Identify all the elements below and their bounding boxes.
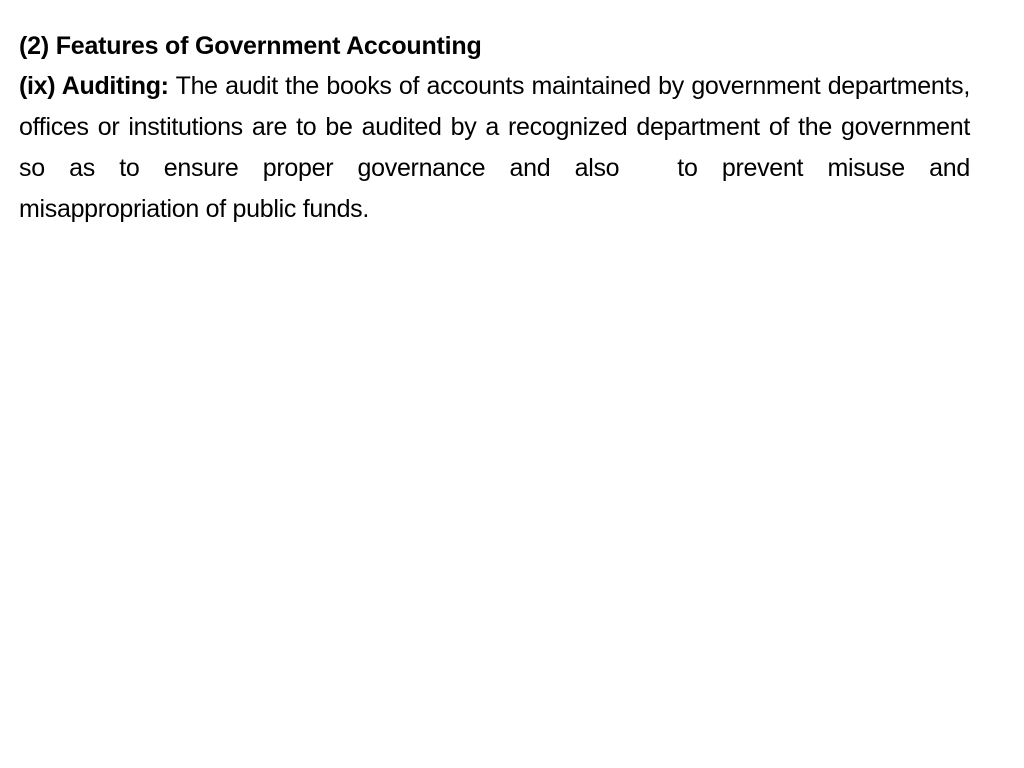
- auditing-term: (ix) Auditing:: [19, 72, 169, 100]
- auditing-text-part1: The audit the books of accounts maintained by government departments, offices or institutions are to be audited by a recognized department of the government so as to ensure proper governance and also: [19, 72, 971, 182]
- slide-heading: (2) Features of Government Accounting: [19, 32, 482, 60]
- slide-content: [19, 26, 970, 230]
- auditing-text-part2: to prevent misuse and misappropriation of public funds.: [19, 154, 970, 223]
- auditing-paragraph: [19, 66, 970, 230]
